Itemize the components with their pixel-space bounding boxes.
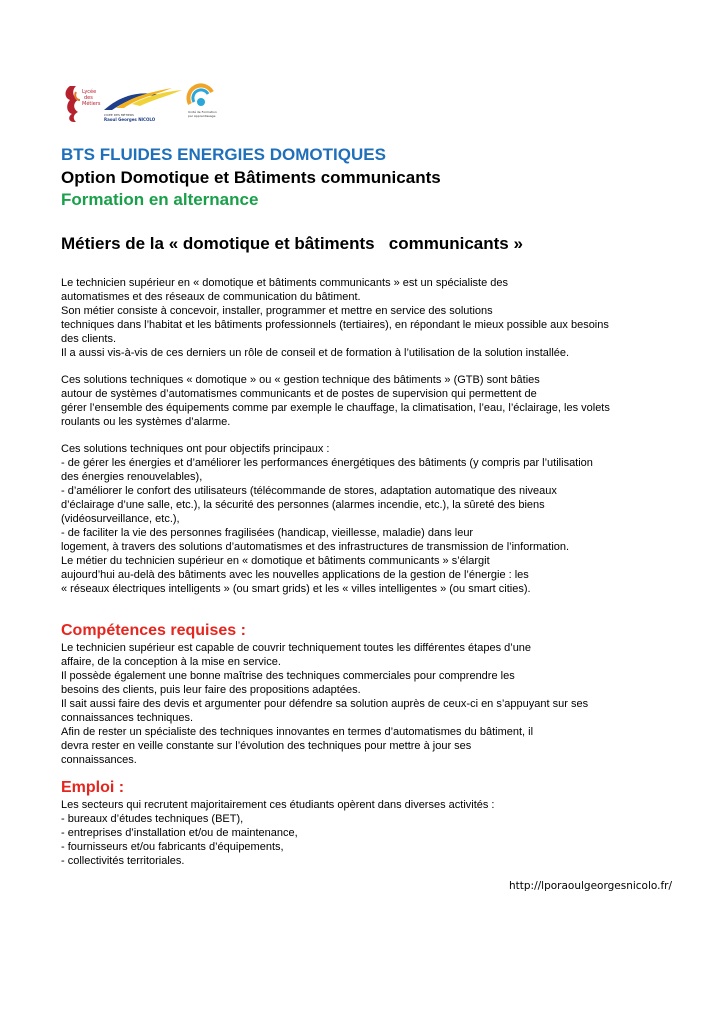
text-line: - de faciliter la vie des personnes fragilisées (handicap, vieillesse, maladie) dans leur bbox=[61, 527, 474, 539]
program-title: BTS FLUIDES ENERGIES DOMOTIQUES bbox=[61, 145, 386, 164]
emploi-paragraph bbox=[61, 798, 495, 868]
text-line: devra rester en veille constante sur l’évolution des techniques pour mettre à jour ses bbox=[61, 740, 472, 752]
logo3-line2: par Apprentissage bbox=[188, 114, 216, 118]
text-line: Son métier consiste à concevoir, installer, programmer et mettre en service des solutions bbox=[61, 305, 493, 317]
text-line: Ces solutions techniques « domotique » ou « gestion technique des bâtiments » (GTB) sont bâties bbox=[61, 374, 540, 386]
formation-subtitle: Formation en alternance bbox=[61, 190, 259, 209]
lycee-nicolo-logo bbox=[102, 84, 184, 124]
text-line: Le technicien supérieur en « domotique et bâtiments communicants » est un spécialiste des bbox=[61, 277, 508, 289]
ufa-logo bbox=[184, 82, 220, 122]
text-line: besoins des clients, puis leur faire des propositions adaptées. bbox=[61, 684, 361, 696]
option-title: Option Domotique et Bâtiments communicants bbox=[61, 168, 441, 187]
competences-paragraph bbox=[61, 641, 588, 767]
metiers-heading: Métiers de la « domotique et bâtiments communicants » bbox=[61, 234, 523, 253]
text-line: affaire, de la conception à la mise en service. bbox=[61, 656, 281, 668]
header-logos bbox=[60, 82, 220, 128]
text-line: Afin de rester un spécialiste des techniques innovantes en termes d’automatismes du bâtiment, il bbox=[61, 726, 534, 738]
logo2-line1: LYCÉE DES MÉTIERS bbox=[104, 113, 134, 117]
text-line: Il possède également une bonne maîtrise des techniques commerciales pour comprendre les bbox=[61, 670, 515, 682]
logo1-line1: Lycée bbox=[82, 89, 97, 95]
text-line: aujourd’hui au-delà des bâtiments avec les nouvelles applications de la gestion de l’énergie : les bbox=[61, 569, 529, 581]
text-line: gérer l’ensemble des équipements comme par exemple le chauffage, la climatisation, l’eau, l’éclairage, les volets bbox=[61, 402, 610, 414]
list-item: - bureaux d’études techniques (BET), bbox=[61, 813, 244, 825]
text-line: roulants ou les systèmes d’alarme. bbox=[61, 416, 231, 428]
text-line: Le technicien supérieur est capable de couvrir techniquement toutes les différentes étapes d’une bbox=[61, 642, 532, 654]
list-item: - collectivités territoriales. bbox=[61, 855, 185, 867]
emploi-heading: Emploi : bbox=[61, 779, 125, 796]
text-line: - de gérer les énergies et d’améliorer les performances énergétiques des bâtiments (y compris par l’utilisation bbox=[61, 457, 593, 469]
text-line: Le métier du technicien supérieur en « domotique et bâtiments communicants » s’élargit bbox=[61, 555, 490, 567]
text-line: Il sait aussi faire des devis et argumenter pour défendre sa solution auprès de ceux-ci en s’appuyant sur ses bbox=[61, 698, 589, 710]
list-item: - entreprises d’installation et/ou de maintenance, bbox=[61, 827, 298, 839]
text-line: Les secteurs qui recrutent majoritairement ces étudiants opèrent dans diverses activités : bbox=[61, 799, 495, 811]
intro-paragraph bbox=[61, 276, 609, 360]
text-line: autour de systèmes d’automatismes communicants et de postes de supervision qui permettent de bbox=[61, 388, 537, 400]
text-line: « réseaux électriques intelligents » (ou smart grids) et les « villes intelligentes » (ou smart cities). bbox=[61, 583, 531, 595]
text-line: connaissances techniques. bbox=[61, 712, 194, 724]
text-line: Il a aussi vis-à-vis de ces derniers un rôle de conseil et de formation à l’utilisation de la solution installée. bbox=[61, 347, 570, 359]
text-line: d’éclairage d’une salle, etc.), la sécurité des personnes (alarmes incendie, etc.), la sûreté des biens bbox=[61, 499, 545, 511]
logo3-line1: Unité de Formation bbox=[188, 110, 217, 114]
objectives-paragraph bbox=[61, 442, 593, 596]
text-line: des clients. bbox=[61, 333, 117, 345]
text-line: logement, à travers des solutions d’automatismes et des infrastructures de transmission de l’information. bbox=[61, 541, 570, 553]
text-line: automatismes et des réseaux de communication du bâtiment. bbox=[61, 291, 361, 303]
text-line: Ces solutions techniques ont pour objectifs principaux : bbox=[61, 443, 330, 455]
logo1-line3: Métiers bbox=[82, 101, 101, 107]
footer-url: http://lporaoulgeorgesnicolo.fr/ bbox=[509, 880, 673, 892]
list-item: - fournisseurs et/ou fabricants d’équipements, bbox=[61, 841, 284, 853]
text-line: - d’améliorer le confort des utilisateurs (télécommande de stores, adaptation automatique des niveaux bbox=[61, 485, 557, 497]
solutions-paragraph bbox=[61, 373, 610, 429]
logo2-line2: Raoul Georges NICOLO bbox=[104, 117, 156, 122]
lycee-des-metiers-logo bbox=[60, 82, 100, 124]
competences-heading: Compétences requises : bbox=[61, 622, 246, 639]
text-line: des énergies renouvelables), bbox=[61, 471, 203, 483]
text-line: connaissances. bbox=[61, 754, 137, 766]
text-line: techniques dans l’habitat et les bâtiments professionnels (tertiaires), en répondant le mieux possible aux besoins bbox=[61, 319, 609, 331]
text-line: (vidéosurveillance, etc.), bbox=[61, 513, 180, 525]
logo1-line2: des bbox=[84, 95, 93, 101]
